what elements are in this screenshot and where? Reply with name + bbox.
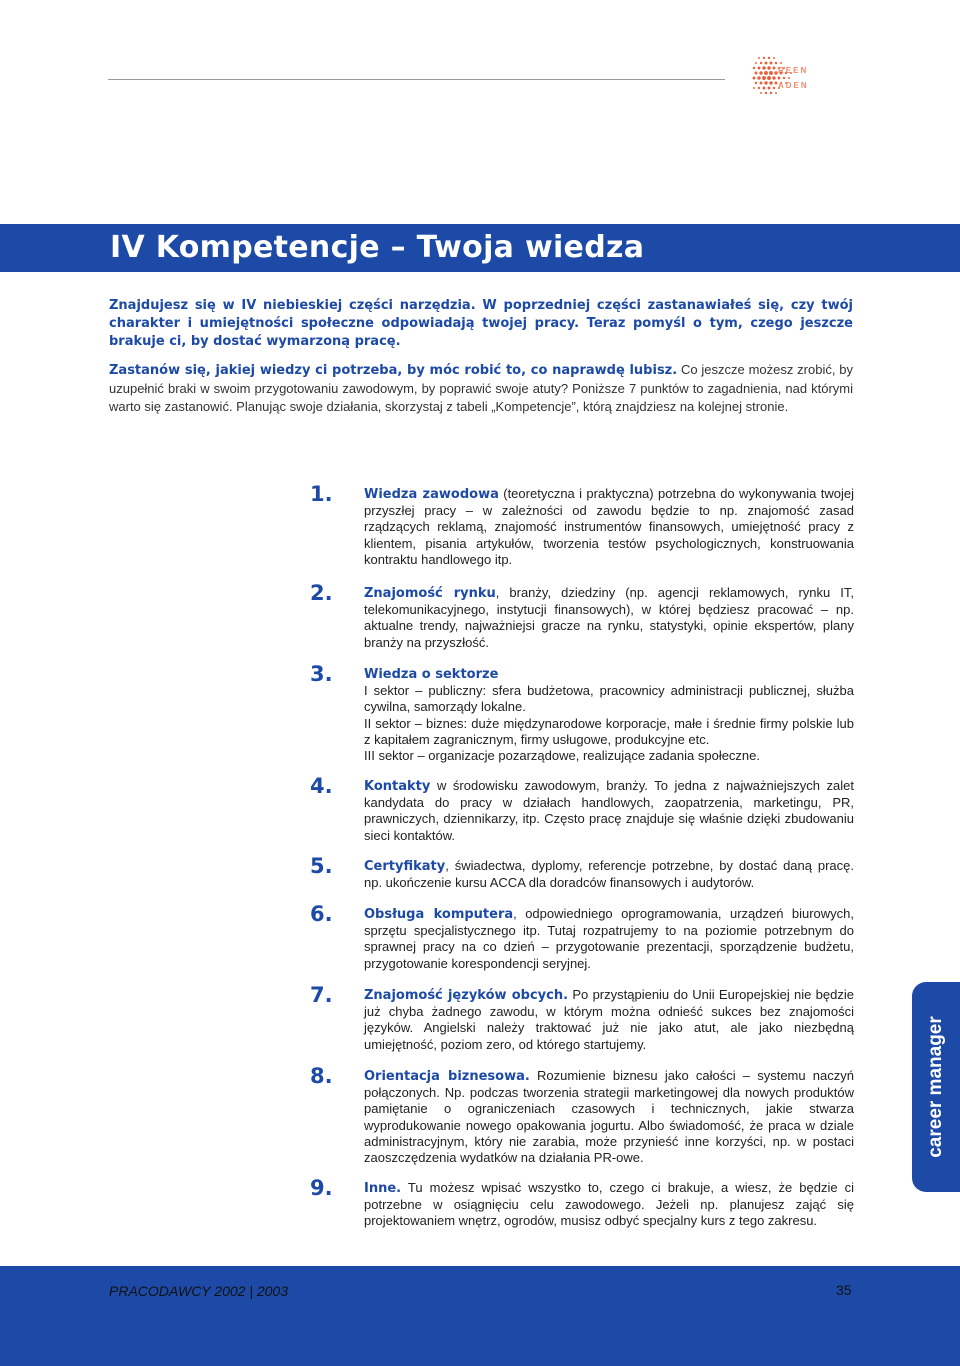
logo-dot (758, 67, 761, 70)
item-text (364, 906, 854, 972)
logo-dot (759, 71, 762, 74)
item-title: Obsługa komputera (364, 907, 514, 922)
item-text (364, 666, 854, 764)
item-body: Po przystąpieniu do Unii Europejskiej nie będzie już chyba żadnego zawodu, w którym można odnieść sukces bez znajomości języków. Angielski należy traktować już nie jako atut, ale jako niezbędną umiejętność, poziom zero, od którego startujemy. (364, 987, 854, 1052)
logo-dot (770, 62, 773, 65)
logo-dot (764, 71, 768, 75)
item-number: 1. (310, 482, 333, 506)
logo-dot (780, 62, 782, 64)
logo-dot (773, 67, 776, 70)
logo-dot (757, 76, 760, 79)
item-title: Znajomość rynku (364, 586, 496, 601)
logo-dot (762, 66, 765, 69)
item-body: , branży, dziedziny (np. agencji reklamowych, rynku IT, telekomunikacyjnego, instytucji finansowych), w której będziesz pracować – np. aktualne trendy, najważniejsi gracze na rynku, statystyki, opinie ekspertów, plany branży na przyszłość. (364, 585, 854, 650)
logo-dot (753, 67, 755, 69)
item-title: Certyfikaty (364, 859, 446, 874)
logo-dot (755, 72, 758, 75)
logo-dot (755, 82, 757, 84)
page-number: 35 (836, 1282, 852, 1298)
logo-dot (753, 77, 756, 80)
logo-dot (764, 81, 767, 84)
logo-dot (755, 62, 757, 64)
career-logo (748, 52, 858, 104)
logo-dot (762, 76, 766, 80)
item-text (364, 987, 854, 1053)
side-tab-label: career manager (925, 1016, 946, 1158)
lead-paragraph (109, 361, 853, 416)
item-body: (teoretyczna i praktyczna) potrzebna do wykonywania twojej przyszłej pracy – w zależności od zawodu będzie to np. znajomość zasad rządzących reklamą, znajomość instrumentów finansowych, umiejętność pracy z klientem, pisania artykułów, tworzenia testów psychologicznych, konstruowania kontraktu handlowego itp. (364, 486, 854, 567)
item-text (364, 585, 854, 651)
logo-dot (770, 92, 772, 94)
logo-dot (758, 57, 760, 59)
item-body: , odpowiedniego oprogramowania, urządzeń biurowych, sprzętu specjalistycznego itp. Tutaj rozpatrujemy to na poziomie potrzebnym do sprawnej pracy na co dzień – przygotowanie prezentacji, sporządzenie budżetu, przygotowanie korespondencji seryjnej. (364, 906, 855, 971)
item-number: 9. (310, 1176, 333, 1200)
intro-paragraph: Znajdujesz się w IV niebieskiej części narzędzia. W poprzedniej części zastanawiałeś się, czy twój charakter i umiejętności społeczne odpowiadają twojej pracy. Teraz pomyśl o tym, czego jeszcze brakuje ci, by dostać wymarzoną pracę. (109, 298, 853, 349)
logo-text-line1: REEN (778, 66, 809, 75)
logo-dot (772, 76, 775, 79)
logo-mark-icon (748, 52, 858, 104)
title-band (0, 224, 960, 272)
logo-dot (758, 87, 760, 89)
logo-dot (753, 87, 755, 89)
item-title: Wiedza zawodowa (364, 487, 499, 502)
sector-line-3: III sektor – organizacje pozarządowe, realizujące zadania społeczne. (364, 748, 761, 764)
logo-dot (783, 77, 785, 79)
footer-band (0, 1266, 960, 1366)
item-title: Orientacja biznesowa. (364, 1069, 530, 1084)
top-rule (108, 79, 725, 80)
sector-line-2: II sektor – biznes: duże międzynarodowe korporacje, małe i średnie firmy polskie lub z kapitałem zagranicznym, firmy usługowe, produkcyjne etc. (364, 715, 854, 747)
logo-dot (773, 57, 775, 59)
sector-line-1: I sektor – publiczny: sfera budżetowa, pracownicy administracji publicznej, służba cywilna, samorządy lokalne. (364, 683, 854, 715)
item-title: Wiedza o sektorze (364, 667, 499, 682)
logo-dot (767, 66, 770, 69)
logo-dot (778, 77, 781, 80)
logo-dot (773, 87, 775, 89)
item-number: 2. (310, 581, 333, 605)
item-body: , świadectwa, dyplomy, referencje potrzebne, by dostać daną pracę. np. ukończenie kursu ACCA dla doradców finansowych i audytorów. (364, 858, 854, 891)
logo-dot (760, 82, 763, 85)
item-text (364, 1180, 854, 1230)
item-body: Rozumienie biznesu jako całości – systemu naczyń połączonych. Np. podczas tworzenia strategii marketingowej dla nowych produktów pamiętanie o ograniczeniach czasowych i technicznych, jakie stwarza wyprodukowanie nowego opakowania jogurtu. Albo świadomość, że praca w dziale administracyjnym, który nie zarabia, może przynieść inne korzyści, np. w postaci zaoszczędzenia wydatków na działania PR-owe. (364, 1068, 854, 1166)
item-text (364, 778, 854, 844)
page-title: IV Kompetencje – Twoja wiedza (110, 230, 645, 265)
logo-dot (788, 77, 790, 79)
item-number: 5. (310, 854, 333, 878)
logo-dot (775, 62, 777, 64)
item-number: 7. (310, 983, 333, 1007)
item-number: 6. (310, 902, 333, 926)
logo-dot (763, 57, 765, 59)
logo-dot (775, 92, 777, 94)
logo-dot (767, 76, 771, 80)
logo-dot (765, 92, 767, 94)
item-text (364, 486, 854, 568)
logo-dot (760, 62, 762, 64)
side-tab (912, 982, 960, 1192)
lead-text: Co jeszcze możesz zrobić, by uzupełnić braki w swoim przygotowaniu zawodowym, by poprawić swoje atuty? Poniższe 7 punktów to zagadnienia, nad którymi warto się zastanowić. Planując swoje działania, skorzystaj z tabeli „Kompetencje”, którą znajdziesz na kolejnej stronie. (109, 362, 853, 414)
item-title: Kontakty (364, 779, 431, 794)
logo-text-line2: ADEN (778, 81, 809, 90)
logo-dot (765, 62, 768, 65)
item-body: w środowisku zawodowym, branży. To jedna z najważniejszych zalet kandydata do pracy w działach handlowych, zaopatrzenia, marketingu, PR, prawniczych, dziennikarzy, itp. Często pracę znajduje się właśnie dzięki zbudowaniu sieci kontaktów. (364, 778, 854, 843)
item-number: 8. (310, 1064, 333, 1088)
lead-bold: Zastanów się, jakiej wiedzy ci potrzeba, by móc robić to, co naprawdę lubisz. (109, 363, 678, 378)
item-text (364, 858, 854, 891)
footer-title: PRACODAWCY 2002 | 2003 (109, 1283, 288, 1299)
logo-dot (768, 87, 771, 90)
item-title: Inne. (364, 1181, 402, 1196)
item-title: Znajomość języków obcych. (364, 988, 569, 1003)
item-number: 3. (310, 662, 333, 686)
logo-dot (760, 92, 762, 94)
item-body: Tu możesz wpisać wszystko to, czego ci brakuje, a wiesz, że będzie ci potrzebne w osiągnięciu celu zawodowego. Jeżeli np. planujesz zająć się projektowaniem wnętrz, ogrodów, musisz odbyć specjalny kurs z tego zakresu. (364, 1180, 854, 1229)
logo-dot (769, 71, 773, 75)
item-number: 4. (310, 774, 333, 798)
item-text (364, 1068, 854, 1166)
logo-dot (763, 87, 766, 90)
logo-dot (769, 81, 772, 84)
logo-dot (775, 82, 778, 85)
logo-dot (768, 57, 770, 59)
